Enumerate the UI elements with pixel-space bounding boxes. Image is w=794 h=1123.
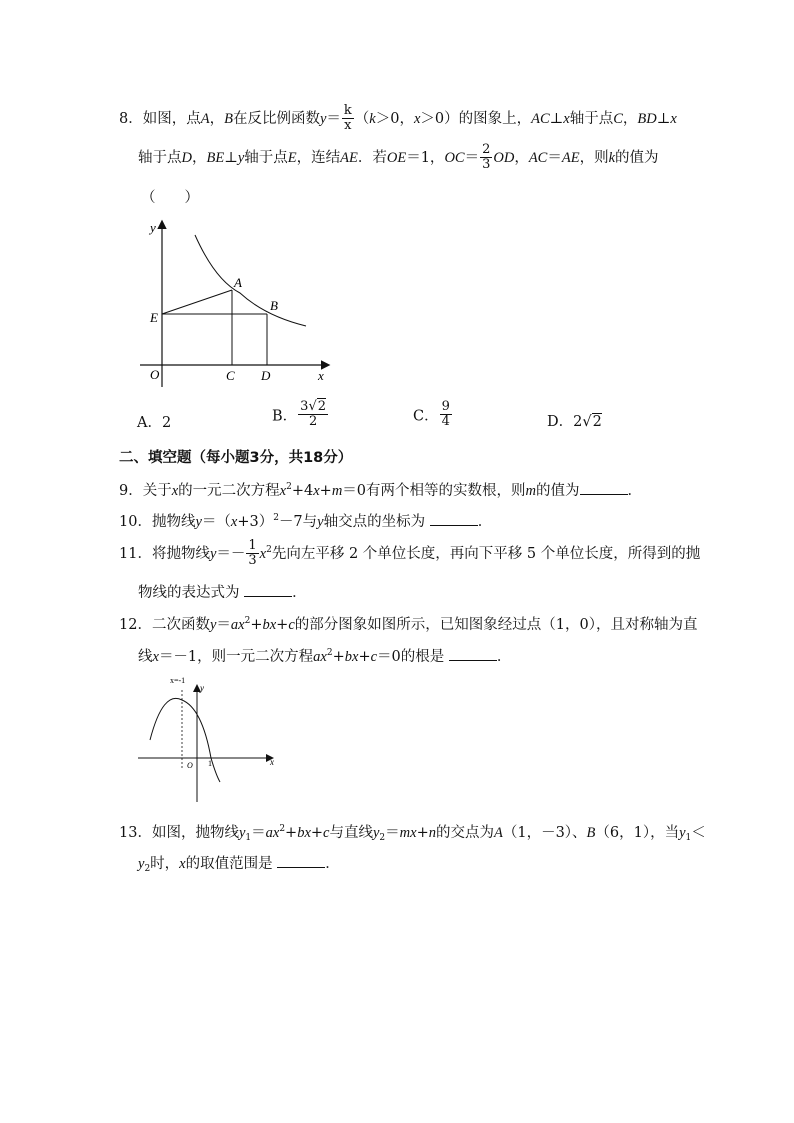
q11-exp: 2 bbox=[266, 544, 272, 555]
q11-text: ． bbox=[292, 585, 307, 601]
q8-var: y bbox=[319, 110, 327, 127]
q8-point-b: B bbox=[224, 110, 233, 127]
q11-answer-blank[interactable] bbox=[244, 582, 292, 597]
q8-text: ， bbox=[209, 110, 225, 127]
q8-segment-ea bbox=[162, 290, 232, 314]
q9-text: ． bbox=[627, 483, 643, 499]
q12-number: 12． bbox=[119, 617, 152, 633]
q9-answer-blank[interactable] bbox=[580, 480, 628, 495]
q13-var: mx bbox=[399, 825, 417, 841]
q12-var: y bbox=[209, 617, 217, 633]
q8-answer-paren bbox=[141, 186, 199, 207]
q9-text: 的一元二次方程 bbox=[178, 483, 280, 499]
q9-text: 关于 bbox=[142, 483, 172, 499]
q8-var: AC bbox=[528, 149, 548, 166]
q8-text: ⊥ bbox=[656, 110, 671, 127]
q8-option-b[interactable] bbox=[272, 400, 329, 430]
q8-fraction-k-over-x bbox=[342, 104, 354, 134]
q13-var: B bbox=[586, 825, 596, 841]
frac-den: x bbox=[344, 118, 352, 134]
q8-var: OC bbox=[444, 149, 465, 166]
frac-num: k bbox=[343, 103, 352, 118]
q13-text: 的交点为 bbox=[435, 825, 494, 841]
q13-var: n bbox=[428, 825, 436, 841]
q12-text: 线 bbox=[138, 649, 153, 665]
q8-fig-label-o: O bbox=[150, 367, 160, 382]
coef: 2 bbox=[573, 414, 583, 430]
q12-answer-blank[interactable] bbox=[449, 646, 497, 661]
q8-var: OD bbox=[493, 149, 515, 166]
q11-number: 11． bbox=[119, 545, 152, 562]
option-value: 2 bbox=[161, 415, 172, 431]
q8-var: x bbox=[563, 110, 570, 127]
q8-option-d[interactable]: D．2√2 bbox=[547, 414, 602, 430]
q8-var: C bbox=[613, 110, 623, 127]
coef: 3 bbox=[300, 399, 309, 414]
q8-var: BD bbox=[637, 110, 657, 127]
q13-sub: 1 bbox=[245, 833, 252, 843]
radicand: 2 bbox=[317, 399, 327, 414]
q8-hyperbola-curve bbox=[195, 235, 306, 326]
option-label: D． bbox=[547, 414, 574, 430]
option-label: B． bbox=[272, 408, 298, 425]
q8-text: 轴于点 bbox=[244, 149, 288, 166]
q13-text: 如图，抛物线 bbox=[151, 825, 239, 841]
q13-text: （6，1），当 bbox=[595, 825, 680, 841]
answer-paren: （ ） bbox=[141, 190, 199, 206]
q12-line1 bbox=[119, 613, 697, 634]
section-heading-fill-in: 二、填空题（每小题3分，共18分） bbox=[119, 450, 353, 466]
q12-text: ． bbox=[496, 649, 512, 665]
q11-var: y bbox=[209, 545, 217, 562]
q13-exp: 2 bbox=[279, 824, 286, 834]
frac-den: 3 bbox=[248, 553, 257, 569]
q12-text: 二次函数 bbox=[151, 617, 210, 633]
q13-text: + bbox=[310, 825, 324, 841]
q12-exp: 2 bbox=[326, 648, 333, 658]
q8-text: ＝1， bbox=[406, 149, 445, 166]
q13-text: ＝ bbox=[251, 825, 266, 841]
q8-point-a: A bbox=[200, 110, 210, 127]
q13-var: y bbox=[372, 825, 380, 841]
q12-var: bx bbox=[262, 617, 277, 633]
q13-text: 的取值范围是 bbox=[185, 856, 273, 872]
q9-text: + bbox=[319, 483, 332, 499]
q13-text: ＜ bbox=[691, 825, 706, 841]
q10-text: ． bbox=[477, 514, 493, 530]
q8-fig-label-d: D bbox=[261, 368, 271, 383]
q12-exp: 2 bbox=[244, 616, 251, 626]
radicand: 2 bbox=[592, 414, 602, 430]
q8-fig-label-c: C bbox=[226, 368, 235, 383]
frac-den: 4 bbox=[441, 414, 450, 430]
q9-text: +4 bbox=[291, 483, 314, 499]
q8-text: ， bbox=[191, 149, 207, 166]
q8-var: OE bbox=[386, 149, 407, 166]
q13-var: y bbox=[138, 856, 145, 872]
q9-var: m bbox=[525, 483, 537, 499]
q13-var: ax bbox=[265, 825, 280, 841]
q13-text: 时， bbox=[150, 856, 180, 872]
q13-var: c bbox=[323, 825, 330, 841]
q8-fig-label-x: x bbox=[318, 368, 324, 383]
q12-text: + bbox=[276, 617, 289, 633]
q13-var: y bbox=[679, 825, 686, 841]
q8-text: 的值为 bbox=[615, 149, 659, 166]
q8-text: ＝ bbox=[547, 149, 562, 166]
q8-text: ，则 bbox=[579, 149, 609, 166]
q13-line1 bbox=[119, 821, 706, 843]
q9-text: 的值为 bbox=[536, 483, 580, 499]
q12-line2 bbox=[138, 645, 511, 666]
q10-var: x bbox=[230, 514, 238, 530]
q12-fig-label-x: x bbox=[270, 757, 274, 767]
q10-answer-blank[interactable] bbox=[430, 511, 478, 526]
q13-text: ＝ bbox=[385, 825, 400, 841]
q8-fig-label-y: y bbox=[150, 220, 156, 235]
q10-text: －7与 bbox=[278, 514, 318, 530]
q10-exp: 2 bbox=[273, 513, 279, 523]
frac-den: 3 bbox=[482, 157, 491, 173]
q10-var: y bbox=[317, 514, 324, 530]
q8-text: ＞0， bbox=[375, 110, 414, 127]
q11-line1 bbox=[119, 539, 700, 569]
q8-line2 bbox=[138, 143, 659, 173]
q10-text: 抛物线 bbox=[151, 514, 196, 530]
q8-var: x bbox=[670, 110, 677, 127]
q9 bbox=[119, 479, 642, 500]
q8-var: AE bbox=[340, 149, 358, 166]
q10-number: 10． bbox=[119, 514, 152, 530]
q8-fig-label-e: E bbox=[150, 310, 158, 325]
q13-text: + bbox=[416, 825, 429, 841]
q8-text: ⊥ bbox=[549, 110, 564, 127]
q13-text: 与直线 bbox=[329, 825, 373, 841]
frac-num: 9 bbox=[441, 399, 450, 414]
frac-num: 3√2 bbox=[300, 399, 327, 414]
q13-sub: 1 bbox=[685, 833, 692, 843]
q10 bbox=[119, 510, 492, 531]
q8-var: x bbox=[413, 110, 421, 127]
option-c-fraction bbox=[440, 400, 452, 430]
q9-var: m bbox=[331, 483, 343, 499]
q12-text: 的部分图象如图所示，已知图象经过点（1，0），且对称轴为直 bbox=[294, 617, 698, 633]
q8-text: 在反比例函数 bbox=[232, 110, 320, 127]
q8-text: ， bbox=[514, 149, 529, 166]
q11-line2 bbox=[138, 581, 307, 602]
q8-text: ， bbox=[622, 110, 638, 127]
q8-option-c[interactable] bbox=[413, 400, 453, 430]
q8-text: （ bbox=[354, 110, 370, 127]
q8-fig-label-b: B bbox=[270, 298, 278, 313]
q11-text: ＝－ bbox=[216, 545, 246, 562]
q12-fig-label-1: 1 bbox=[208, 759, 212, 768]
q12-var: c bbox=[288, 617, 295, 633]
q8-var: AC bbox=[531, 110, 550, 127]
q13-line2 bbox=[138, 852, 340, 874]
q10-var: y bbox=[195, 514, 202, 530]
q12-text: ＝－1，则一元二次方程 bbox=[158, 649, 314, 665]
q8-var: E bbox=[287, 149, 297, 166]
q8-text: 如图，点 bbox=[142, 110, 201, 127]
q11-text: 先向左平移 2 个单位长度，再向下平移 5 个单位长度，所得到的抛 bbox=[271, 545, 701, 562]
option-label: C． bbox=[413, 408, 439, 425]
q10-text: 轴交点的坐标为 bbox=[323, 514, 426, 530]
q9-text: ＝0有两个相等的实数根，则 bbox=[342, 483, 526, 499]
q8-var: BE bbox=[206, 149, 225, 166]
frac-num: 2 bbox=[482, 142, 491, 157]
option-label: A． bbox=[137, 415, 162, 431]
q10-text: ＝（ bbox=[201, 514, 231, 530]
q11-text: 将抛物线 bbox=[151, 545, 210, 562]
frac-den: 2 bbox=[308, 414, 318, 430]
q12-var: c bbox=[370, 649, 378, 665]
q12-text: ＝0的根是 bbox=[377, 649, 445, 665]
q9-exp: 2 bbox=[286, 482, 292, 492]
q13-answer-blank[interactable] bbox=[277, 853, 325, 868]
q13-number: 13． bbox=[119, 825, 152, 841]
option-b-fraction bbox=[298, 400, 328, 430]
q8-text: ＞0）的图象上， bbox=[420, 110, 532, 127]
q8-var: y bbox=[237, 149, 245, 166]
q13-var: x bbox=[179, 856, 186, 872]
q13-var: y bbox=[238, 825, 246, 841]
q13-text: （1，－3）、 bbox=[502, 825, 587, 841]
q11-text: 物线的表达式为 bbox=[138, 585, 240, 601]
q8-var: AE bbox=[561, 149, 580, 166]
q13-text: + bbox=[285, 825, 298, 841]
q13-text: ． bbox=[325, 856, 340, 872]
q8-text: 轴于点 bbox=[138, 149, 182, 166]
q8-var: k bbox=[369, 110, 376, 127]
q12-text: + bbox=[250, 617, 263, 633]
q8-fraction-2-3 bbox=[480, 143, 492, 173]
q12-fig-label-y: y bbox=[200, 683, 204, 693]
q9-var: x bbox=[313, 483, 320, 499]
q9-number: 9． bbox=[119, 483, 143, 499]
q12-parabola-curve bbox=[150, 698, 220, 782]
q12-var: bx bbox=[344, 649, 359, 665]
frac-num: 1 bbox=[248, 538, 257, 553]
q8-text: ⊥ bbox=[224, 149, 238, 166]
q9-var: x bbox=[279, 483, 287, 499]
q8-number: 8． bbox=[119, 110, 143, 127]
q12-text: + bbox=[332, 649, 345, 665]
q10-text: +3） bbox=[237, 514, 274, 530]
q11-var: x bbox=[259, 545, 267, 562]
q13-sub: 2 bbox=[379, 833, 386, 843]
q12-fig-label-o: O bbox=[187, 761, 193, 770]
q13-sub: 2 bbox=[144, 864, 151, 874]
q12-fig-axis-label: x=-1 bbox=[170, 676, 186, 685]
q8-var: D bbox=[181, 149, 192, 166]
q11-fraction bbox=[246, 539, 258, 569]
q8-text: ．若 bbox=[357, 149, 387, 166]
q12-text: ＝ bbox=[216, 617, 231, 633]
q8-text: ＝ bbox=[464, 149, 480, 166]
q13-var: A bbox=[493, 825, 503, 841]
q8-var: k bbox=[608, 149, 616, 166]
q8-text: ，连结 bbox=[296, 149, 341, 166]
q9-var: x bbox=[171, 483, 179, 499]
q8-text: ＝ bbox=[326, 110, 341, 127]
q8-text: 轴于点 bbox=[569, 110, 614, 127]
q13-var: bx bbox=[297, 825, 311, 841]
q8-option-a[interactable] bbox=[137, 411, 171, 432]
q8-fig-label-a: A bbox=[234, 275, 242, 290]
q12-var: ax bbox=[313, 649, 327, 665]
q12-var: ax bbox=[230, 617, 245, 633]
q12-var: x bbox=[152, 649, 159, 665]
q12-text: + bbox=[358, 649, 371, 665]
q8-line1 bbox=[119, 104, 677, 134]
